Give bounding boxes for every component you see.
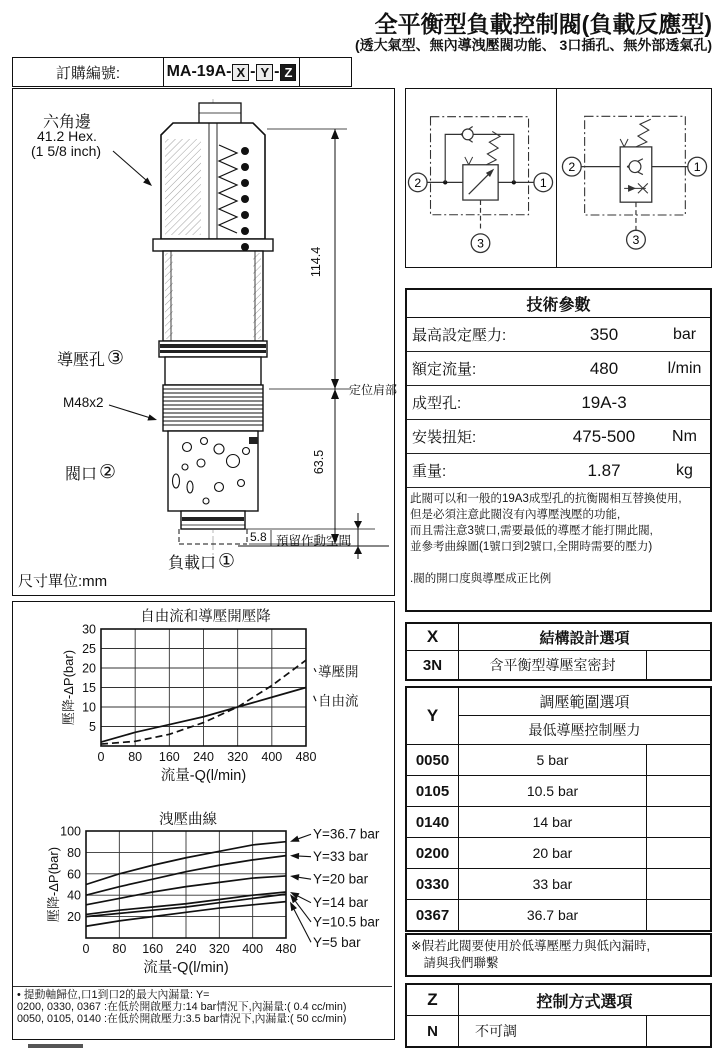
thread-section — [163, 385, 263, 431]
order-code-sep1: - — [250, 63, 256, 80]
schematic-full-symbol — [406, 89, 557, 267]
locating-shoulder-label: 定位肩部 — [349, 383, 398, 397]
lower-body-with-ports — [168, 431, 258, 511]
z-title: 控制方式選項 — [536, 993, 633, 1011]
thread-size-label: M48x2 — [63, 395, 104, 410]
hex-inch-label: (1 5/8 inch) — [31, 143, 102, 159]
series-label: Y=5 bar — [313, 934, 361, 950]
table-row — [407, 837, 710, 868]
note-line — [410, 555, 707, 571]
table-row — [407, 318, 710, 352]
empty-cell — [646, 807, 710, 837]
svg-text:40: 40 — [67, 888, 81, 903]
pilot-port-label: 導壓孔 ③ — [57, 348, 125, 369]
table-row — [407, 650, 710, 679]
note-line: 並參考曲線圖(1號口到2號口,全開時需要的壓力) — [410, 541, 653, 553]
svg-text:100: 100 — [60, 824, 81, 839]
hex-size-label: 41.2 Hex. — [37, 128, 97, 144]
leakage-footnote — [17, 990, 390, 1025]
empty-cell — [646, 745, 710, 775]
dim-63-5-label: 63.5 — [312, 449, 327, 475]
note-line: 但是必須注意此閥沒有內導壓洩壓的功能, — [410, 509, 621, 521]
param-label: 額定流量: — [412, 361, 477, 378]
left-schematic-port-1: 1 — [539, 175, 547, 190]
footnote-line: • 提動軸歸位,口1到口2的最大內漏量: Y= — [17, 989, 210, 1001]
order-code-y: Y — [256, 64, 273, 81]
table-row — [407, 420, 710, 454]
svg-text:0: 0 — [97, 750, 105, 764]
option-desc: 10.5 bar — [526, 783, 579, 799]
option-code: N — [407, 1016, 459, 1046]
right-schematic-port-2: 2 — [568, 160, 576, 175]
left-schematic-port-2: 2 — [414, 175, 422, 190]
table-row — [407, 688, 710, 744]
thread-callout-arrow — [109, 405, 157, 421]
page-title: 全平衡型負載控制閥(負載反應型) — [374, 11, 712, 37]
svg-text:320: 320 — [208, 942, 230, 956]
empty-cell — [646, 651, 710, 679]
svg-text:240: 240 — [193, 750, 214, 764]
hex-flats-label: 六角邊 — [43, 114, 92, 131]
port-1-circled-number: ① — [218, 551, 236, 572]
option-desc: 36.7 bar — [526, 907, 579, 923]
param-label: 成型孔: — [412, 395, 462, 412]
svg-text:80: 80 — [128, 750, 143, 764]
table-row — [407, 352, 710, 386]
dim-114-4-label: 114.4 — [309, 246, 324, 278]
charts-panel — [12, 601, 395, 1040]
param-unit: kg — [676, 461, 693, 479]
param-unit: l/min — [667, 359, 702, 377]
right-schematic-port-3: 3 — [632, 233, 640, 248]
series-label: Y=36.7 bar — [313, 826, 380, 842]
y-subtitle: 最低導壓控制壓力 — [528, 722, 641, 738]
hex-callout-arrow — [113, 151, 152, 186]
y-options-table — [405, 686, 712, 932]
note-line: ※假若此閥要使用於低導壓壓力與低內漏時, — [411, 939, 650, 953]
left-schematic-port-3: 3 — [477, 236, 484, 251]
chart1-title: 自由流和導壓開壓降 — [140, 609, 271, 625]
option-desc: 不可調 — [475, 1023, 517, 1039]
y-header-column — [459, 688, 710, 744]
option-code: 0367 — [407, 900, 459, 930]
svg-text:160: 160 — [158, 750, 180, 764]
table-row — [407, 744, 710, 775]
option-desc: 14 bar — [532, 814, 573, 830]
param-value: 1.87 — [587, 460, 621, 480]
page-subtitle: (透大氣型、無內導洩壓閥功能、 3口插孔、無外部透氣孔) — [355, 37, 712, 53]
port-3-circled-number: ③ — [107, 348, 125, 369]
z-options-table — [405, 983, 712, 1048]
footnote-line: 0050, 0105, 0140 :在低於開啟壓力:3.5 bar情況下,內漏量:( 50 cc/min) — [17, 1012, 347, 1025]
empty-cell — [646, 776, 710, 806]
footnote-line: 0200, 0330, 0367 :在低於開啟壓力:14 bar情況下,內漏量:( 0.4 cc/min) — [17, 1000, 347, 1013]
interchange-note — [407, 488, 710, 587]
dim-5-8-label: 5.8 — [250, 530, 267, 544]
y-title: 調壓範圍選項 — [459, 688, 710, 716]
schematic-simplified-symbol — [557, 89, 711, 267]
svg-text:20: 20 — [82, 661, 96, 676]
tech-params-panel — [405, 288, 712, 612]
footnote-divider — [13, 986, 392, 987]
order-code-sep2: - — [274, 63, 280, 80]
series-label: Y=14 bar — [313, 895, 369, 911]
svg-text:480: 480 — [275, 942, 297, 956]
table-row — [407, 386, 710, 420]
param-label: 安裝扭矩: — [412, 429, 477, 446]
svg-text:30: 30 — [82, 622, 96, 637]
pressure-drop-chart — [13, 602, 392, 802]
table-row — [407, 868, 710, 899]
series-label: Y=33 bar — [313, 849, 369, 865]
order-number-label: 訂購編號: — [13, 58, 164, 86]
svg-text:320: 320 — [227, 750, 249, 764]
relief-curves-chart — [13, 805, 392, 986]
table-row — [407, 985, 710, 1015]
valve-cross-section-drawing — [13, 89, 392, 593]
series-label: Y=10.5 bar — [313, 914, 380, 930]
series-label: 自由流 — [318, 693, 359, 709]
x-options-table — [405, 622, 712, 681]
svg-text:0: 0 — [82, 942, 90, 956]
counterbalance-valve-symbol — [406, 89, 555, 266]
load-port-label: 負載口 ① — [168, 551, 236, 572]
param-unit: Nm — [672, 427, 697, 445]
option-code: 0200 — [407, 838, 459, 868]
param-value: 480 — [589, 358, 619, 378]
series-label: Y=20 bar — [313, 871, 369, 887]
option-desc: 含平衡型導壓室密封 — [489, 657, 616, 673]
table-row — [407, 1015, 710, 1046]
dimension-unit-label: 尺寸單位:mm — [18, 573, 108, 590]
series-label: 導壓開 — [318, 664, 359, 680]
low-pilot-pressure-note — [405, 933, 712, 977]
note-line: .閥的開口度與導壓成正比例 — [410, 573, 552, 585]
option-code: 0330 — [407, 869, 459, 899]
x-title: 結構設計選項 — [539, 629, 630, 647]
z-code: Z — [407, 985, 459, 1015]
param-value: 475-500 — [572, 426, 636, 446]
svg-text:80: 80 — [67, 845, 81, 860]
param-value: 350 — [589, 324, 619, 344]
svg-text:80: 80 — [112, 942, 127, 956]
table-row — [407, 775, 710, 806]
svg-text:15: 15 — [82, 681, 96, 695]
chart2-title: 洩壓曲線 — [159, 812, 217, 828]
dimension-63-5 — [249, 389, 351, 544]
svg-text:400: 400 — [261, 750, 283, 764]
svg-text:壓降-ΔP(bar): 壓降-ΔP(bar) — [61, 649, 76, 726]
body-sections — [153, 239, 273, 385]
svg-text:10: 10 — [82, 700, 96, 715]
simplified-valve-symbol — [557, 89, 710, 266]
empty-cell — [646, 869, 710, 899]
right-schematic-port-1: 1 — [693, 160, 701, 175]
svg-text:240: 240 — [175, 942, 197, 956]
order-number-row — [12, 57, 352, 87]
table-row — [407, 624, 710, 650]
order-empty-cell — [300, 58, 351, 86]
param-unit: bar — [672, 325, 697, 343]
hex-head — [161, 123, 265, 239]
order-code-prefix: MA-19A- — [166, 63, 232, 80]
option-code: 0050 — [407, 745, 459, 775]
param-label: 重量: — [412, 463, 447, 480]
svg-text:480: 480 — [295, 750, 317, 764]
svg-text:400: 400 — [242, 942, 264, 956]
empty-cell — [646, 838, 710, 868]
valve-port-label: 閥口 ② — [65, 462, 117, 483]
svg-text:5: 5 — [89, 720, 96, 734]
svg-text:25: 25 — [82, 642, 96, 656]
option-code: 0140 — [407, 807, 459, 837]
note-line: 此閥可以和一般的19A3成型孔的抗衡閥相互替換使用, — [410, 493, 682, 505]
order-code-x: X — [232, 64, 249, 81]
option-desc: 20 bar — [532, 845, 573, 861]
schematics-panel — [405, 88, 712, 268]
svg-text:流量-Q(l/min): 流量-Q(l/min) — [160, 768, 247, 784]
table-row — [407, 454, 710, 488]
top-plug — [199, 103, 241, 125]
x-code: X — [407, 624, 459, 650]
param-value: 19A-3 — [581, 392, 627, 412]
empty-cell — [646, 900, 710, 930]
nose-section — [181, 511, 245, 529]
option-desc: 33 bar — [532, 876, 573, 892]
svg-text:60: 60 — [67, 867, 81, 882]
table-row — [407, 806, 710, 837]
empty-cell — [646, 1016, 710, 1046]
cutoff-print-code — [28, 1044, 83, 1048]
svg-text:20: 20 — [67, 910, 81, 925]
param-label: 最高設定壓力: — [412, 327, 507, 344]
svg-text:160: 160 — [142, 942, 164, 956]
valve-drawing-panel — [12, 88, 398, 596]
y-code: Y — [407, 688, 459, 744]
svg-text:流量-Q(l/min): 流量-Q(l/min) — [143, 960, 229, 976]
order-number-value — [164, 58, 300, 86]
note-line: 而且需注意3號口,需要最低的導壓才能打開此閥, — [410, 525, 653, 537]
option-code: 0105 — [407, 776, 459, 806]
note-line: 請與我們聯繫 — [411, 956, 499, 970]
tech-params-title: 技術參數 — [407, 290, 710, 318]
reserved-space-label: 預留作動空間 — [276, 534, 352, 548]
svg-text:壓降-ΔP(bar): 壓降-ΔP(bar) — [46, 846, 61, 923]
table-row — [407, 899, 710, 930]
check-valve-symbol — [461, 127, 473, 143]
option-code: 3N — [407, 651, 459, 679]
port-2-circled-number: ② — [99, 462, 117, 483]
order-code-z: Z — [280, 64, 296, 81]
option-desc: 5 bar — [536, 752, 569, 768]
